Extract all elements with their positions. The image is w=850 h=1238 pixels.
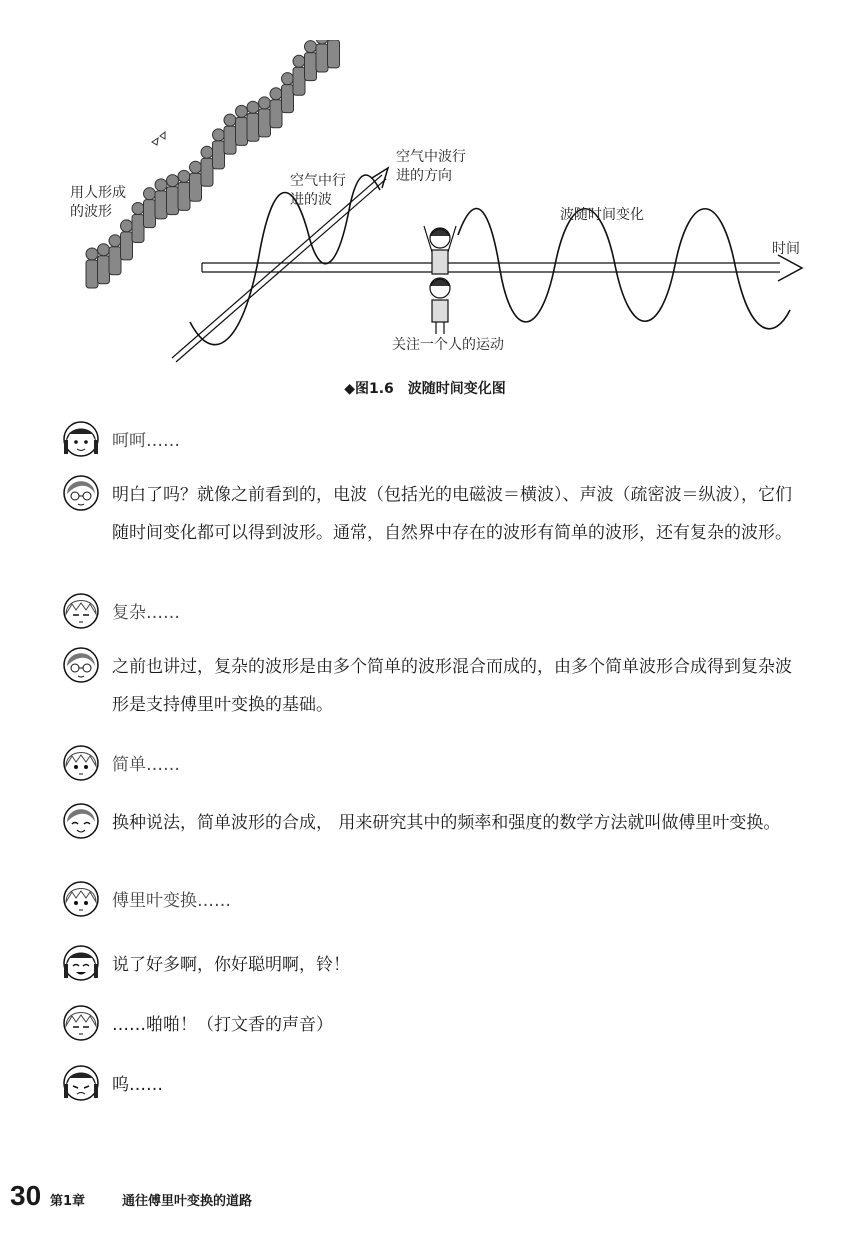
chapter-number: 第1章 [50,1194,86,1209]
dialogue-text: 之前也讲过，复杂的波形是由多个简单的波形混合而成的，由多个简单波形合成得到复杂波形是支持傅里叶变换的基础。 [112,657,792,715]
motion-marks [152,132,165,145]
crowd-person [201,146,213,186]
dialogue-text: 说了好多啊，你好聪明啊，铃！ [112,955,350,975]
dialogue-text: 复杂…… [112,603,180,623]
person-motion-label: 关注一个人的运动 [392,337,504,353]
air-direction-arrow [172,168,388,362]
crowd-person [213,129,225,169]
crowd-person [282,73,294,113]
crowd-person [167,175,179,215]
dialogue-text: 呵呵…… [112,431,180,451]
human-wave-label: 用人形成 的波形 [70,185,126,220]
wave-illustration [60,40,820,370]
human-wave-crowd [86,40,340,288]
girl-light-avatar-icon [62,880,100,918]
crowd-person [236,105,248,145]
crowd-person [305,41,317,81]
girl-glasses-avatar-icon [62,646,100,684]
crowd-person [190,161,202,201]
focused-person [424,226,456,334]
dialogue-text: 简单…… [112,755,180,775]
dialogue-text: 傅里叶变换…… [112,891,231,911]
page-number: 30 [10,1180,42,1211]
dialogue-text: 明白了吗？就像之前看到的，电波（包括光的电磁波＝横波）、声波（疏密波＝纵波），它们随时间变化都可以得到波形。通常，自然界中存在的波形有简单的波形，还有复杂的波形。 [112,485,792,543]
girl-light-avatar-icon [62,592,100,630]
girl-dark-avatar-icon [62,1064,100,1102]
girl-glasses-avatar-icon [62,802,100,840]
crowd-person [144,188,156,228]
dialogue-text: 呜…… [112,1075,163,1095]
wave-figure [60,40,820,370]
air-wave-label: 空气中行 进的波 [290,173,346,208]
crowd-person [270,88,282,128]
crowd-person [155,179,167,219]
crowd-person [259,97,271,137]
air-direction-label: 空气中波行 进的方向 [396,149,466,184]
figure-caption: ◆图1.6 波随时间变化图 [344,381,506,397]
crowd-person [247,101,259,141]
crowd-person [316,40,328,72]
time-wave-curve [458,209,790,329]
girl-light-avatar-icon [62,744,100,782]
crowd-person [293,55,305,95]
chapter-title: 通往傅里叶变换的道路 [122,1194,253,1209]
girl-glasses-avatar-icon [62,474,100,512]
crowd-person [178,170,190,210]
time-wave-label: 波随时间变化 [560,207,644,223]
girl-dark-avatar-icon [62,944,100,982]
dialogue-text: ……啪啪！（打文香的声音） [112,1015,333,1035]
dialogue-text: 换种说法，简单波形的合成， 用来研究其中的频率和强度的数学方法就叫做傅里叶变换。 [112,813,781,833]
crowd-person [121,220,133,260]
crowd-person [86,248,98,288]
crowd-person [98,244,110,284]
crowd-person [132,202,144,242]
time-axis-label: 时间 [772,241,800,257]
crowd-person [328,40,340,68]
girl-light-avatar-icon [62,1004,100,1042]
crowd-person [224,114,236,154]
crowd-person [109,235,121,275]
girl-dark-avatar-icon [62,420,100,458]
